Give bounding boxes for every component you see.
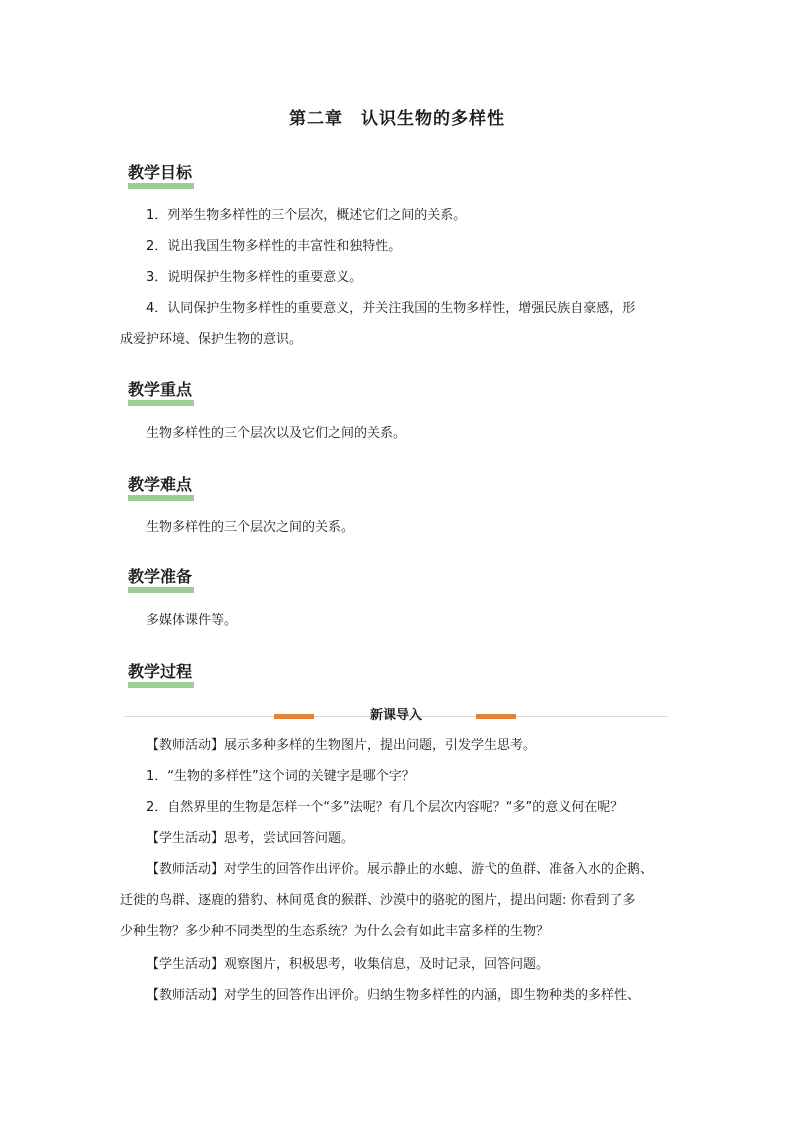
heading-highlight bbox=[128, 495, 194, 501]
process-line-continued: 少种生物？多少种不同类型的生态系统？为什么会有如此丰富多样的生物？ bbox=[120, 924, 550, 939]
objective-item: 2．说出我国生物多样性的丰富性和独特性。 bbox=[146, 239, 402, 254]
heading-highlight bbox=[128, 682, 194, 688]
heading-objectives: 教学目标 bbox=[128, 161, 192, 187]
heading-preparation: 教学准备 bbox=[128, 565, 192, 591]
process-line: 【教师活动】对学生的回答作出评价。归纳生物多样性的内涵，即生物种类的多样性、 bbox=[146, 988, 641, 1003]
objective-item: 1．列举生物多样性的三个层次，概述它们之间的关系。 bbox=[146, 208, 467, 223]
process-line: 2．自然界里的生物是怎样一个“多”法呢？有几个层次内容呢？“多”的意义何在呢？ bbox=[146, 800, 624, 815]
process-line: 【教师活动】对学生的回答作出评价。展示静止的水螅、游弋的鱼群、准备入水的企鹅、 bbox=[146, 862, 654, 877]
process-line-continued: 迁徙的鸟群、逐鹿的猎豹、林间觅食的猴群、沙漠中的骆驼的图片，提出问题: 你看到了多 bbox=[120, 893, 636, 908]
heading-process: 教学过程 bbox=[128, 660, 192, 686]
process-line: 【学生活动】观察图片，积极思考，收集信息，及时记录，回答问题。 bbox=[146, 957, 550, 972]
process-line: 1．“生物的多样性”这个词的关键字是哪个字？ bbox=[146, 769, 415, 784]
key-points-text: 生物多样性的三个层次以及它们之间的关系。 bbox=[146, 426, 407, 441]
difficulties-text: 生物多样性的三个层次之间的关系。 bbox=[146, 520, 355, 535]
objective-item-continued: 成爱护环境、保护生物的意识。 bbox=[120, 332, 303, 347]
process-line: 【学生活动】思考，尝试回答问题。 bbox=[146, 831, 355, 846]
subsection-title: 新课导入 bbox=[369, 708, 422, 723]
heading-highlight bbox=[128, 183, 194, 189]
objective-item: 4．认同保护生物多样性的重要意义，并关注我国的生物多样性，增强民族自豪感，形 bbox=[146, 301, 636, 316]
heading-highlight bbox=[128, 587, 194, 593]
chapter-title: 第二章 认识生物的多样性 bbox=[289, 109, 505, 129]
preparation-text: 多媒体课件等。 bbox=[146, 613, 238, 628]
process-line: 【教师活动】展示多种多样的生物图片，提出问题，引发学生思考。 bbox=[146, 738, 537, 753]
heading-highlight bbox=[128, 400, 194, 406]
objective-item: 3．说明保护生物多样性的重要意义。 bbox=[146, 270, 363, 285]
subsection-divider bbox=[124, 708, 668, 726]
heading-difficulties: 教学难点 bbox=[128, 473, 192, 499]
heading-key-points: 教学重点 bbox=[128, 378, 192, 404]
